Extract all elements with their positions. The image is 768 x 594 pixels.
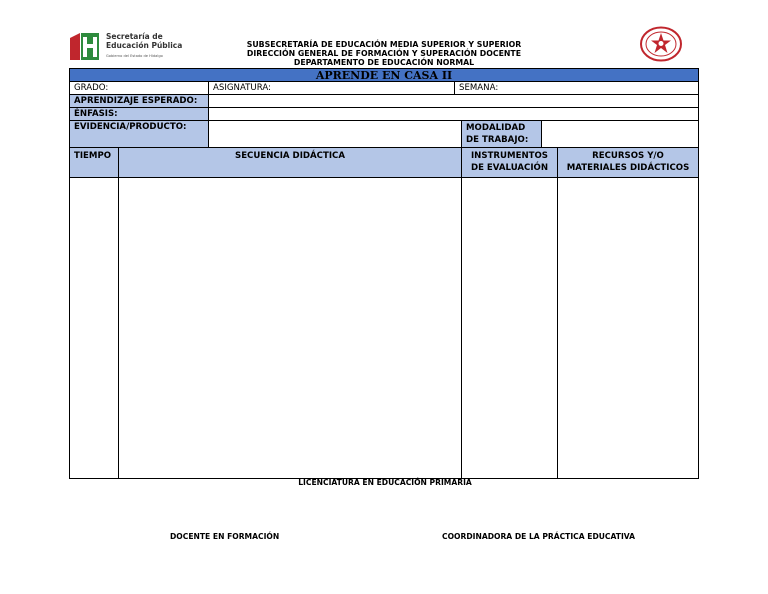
sep-h-logo-icon <box>68 30 101 63</box>
sep-logo <box>68 30 188 64</box>
col-recursos-header: RECURSOS Y/O MATERIALES DIDÁCTICOS <box>557 147 699 178</box>
col-secuencia-header: SECUENCIA DIDÁCTICA <box>118 147 462 178</box>
grado-field[interactable]: GRADO: <box>69 81 209 95</box>
recursos-cell[interactable] <box>557 177 699 479</box>
asignatura-field[interactable]: ASIGNATURA: <box>208 81 455 95</box>
signature-docente: DOCENTE EN FORMACIÓN <box>170 532 280 541</box>
col-instrumentos-header: INSTRUMENTOS DE EVALUACIÓN <box>461 147 558 178</box>
tiempo-cell[interactable] <box>69 177 119 479</box>
program-label: LICENCIATURA EN EDUCACIÓN PRIMARIA <box>298 478 472 487</box>
header-title <box>200 40 568 68</box>
evidencia-input[interactable] <box>208 120 462 148</box>
modalidad-label: MODALIDAD DE TRABAJO: <box>461 120 542 148</box>
logo-line2: Educación Pública <box>106 41 183 50</box>
enfasis-input[interactable] <box>208 107 699 121</box>
aprendizaje-label: APRENDIZAJE ESPERADO: <box>69 94 209 108</box>
enfasis-label: ÉNFASIS: <box>69 107 209 121</box>
logo-line1: Secretaría de <box>106 32 163 41</box>
form-title: APRENDE EN CASA II <box>69 68 699 82</box>
header-line3: DEPARTAMENTO DE EDUCACIÓN NORMAL <box>293 58 475 68</box>
logo-small-text: Gobierno del Estado de Hidalgo <box>106 54 163 58</box>
header-line1: SUBSECRETARÍA DE EDUCACIÓN MEDIA SUPERIOR Y SUPERIOR <box>246 40 522 49</box>
normal-school-seal-icon <box>640 26 682 62</box>
header-line2: DIRECCIÓN GENERAL DE FORMACIÓN Y SUPERACIÓN DOCENTE <box>246 49 522 59</box>
semana-field[interactable]: SEMANA: <box>454 81 699 95</box>
modalidad-input[interactable] <box>541 120 699 148</box>
signature-coordinadora: COORDINADORA DE LA PRÁCTICA EDUCATIVA <box>442 532 636 541</box>
evidencia-label: EVIDENCIA/PRODUCTO: <box>69 120 209 148</box>
instrumentos-cell[interactable] <box>461 177 558 479</box>
col-tiempo-header: TIEMPO <box>69 147 119 178</box>
secuencia-cell[interactable] <box>118 177 462 479</box>
aprendizaje-input[interactable] <box>208 94 699 108</box>
